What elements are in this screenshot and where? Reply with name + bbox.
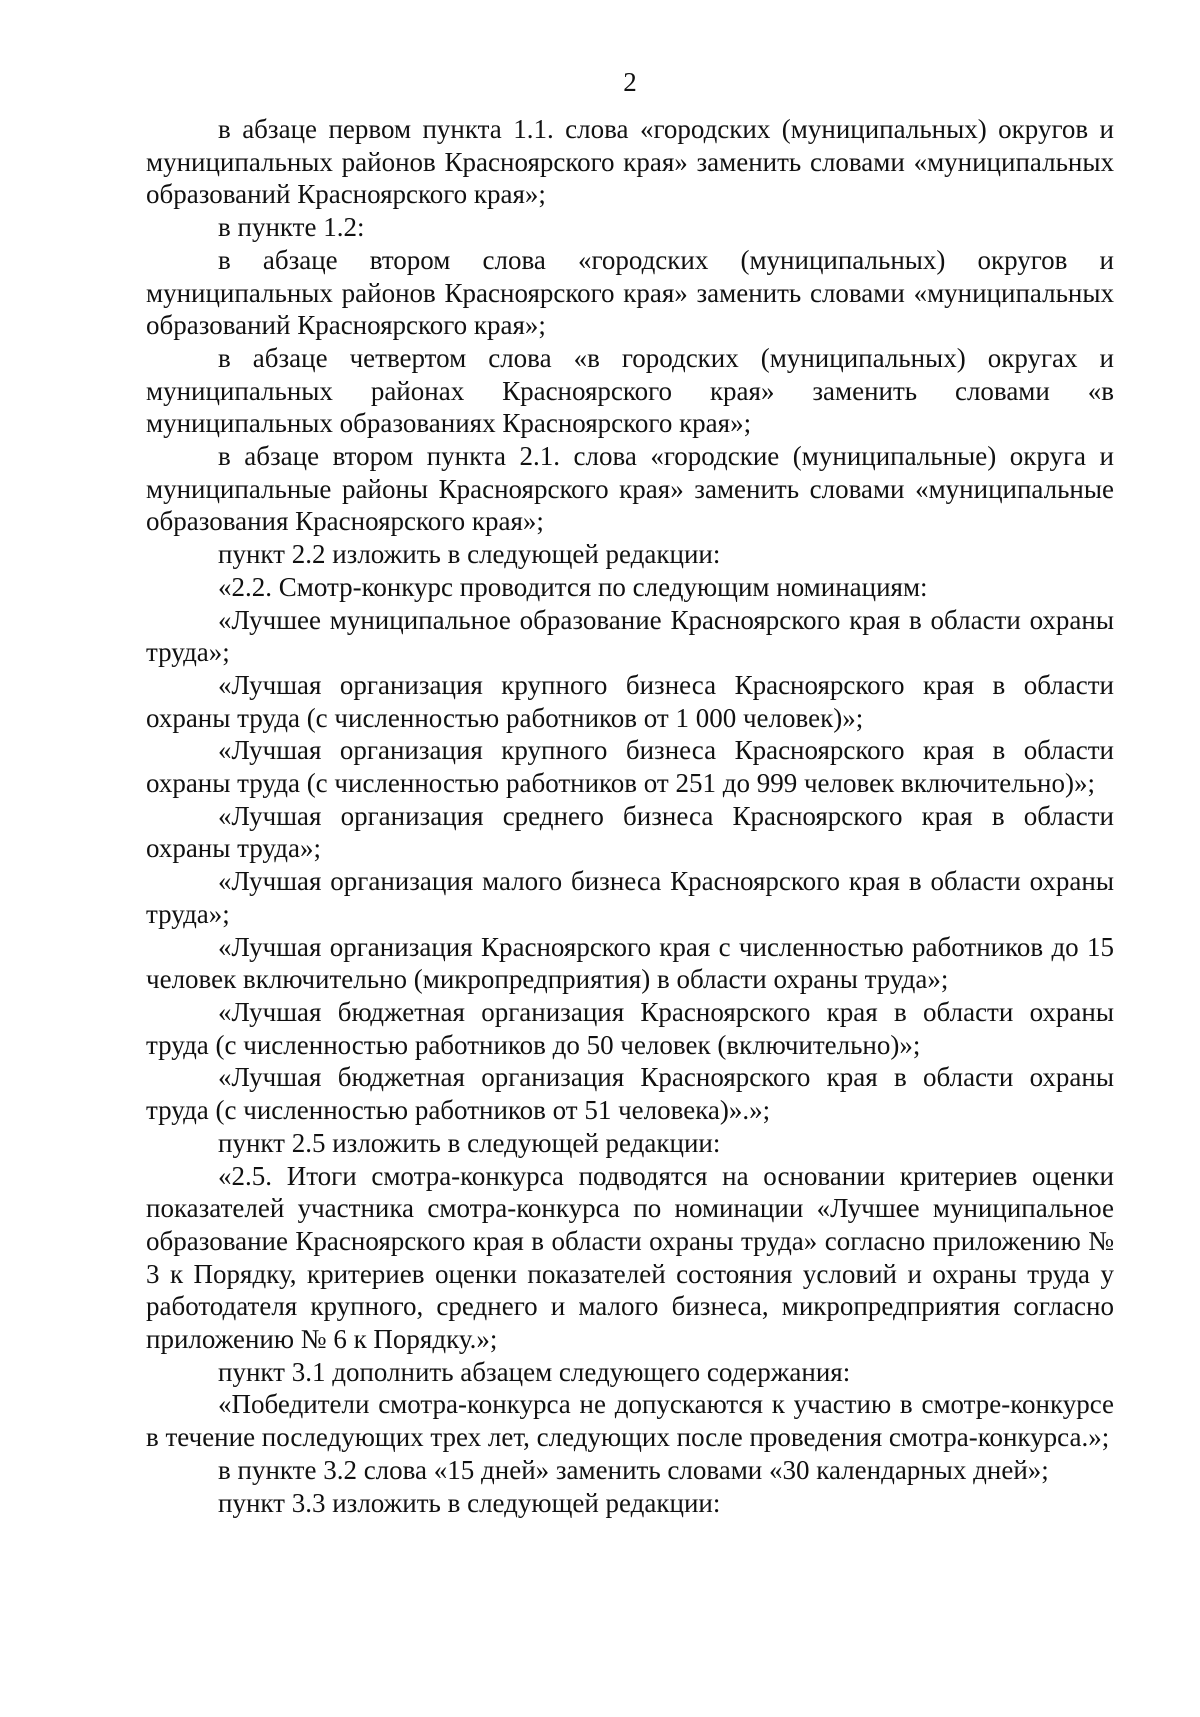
paragraph: пункт 3.1 дополнить абзацем следующего содержания:: [218, 1356, 851, 1387]
paragraph: «Победители смотра-конкурса не допускаются к участию в смотре-конкурсе в течение последующих трех лет, следующих после проведения смотра-конкурса.»;: [146, 1389, 1114, 1453]
page-number: 2: [623, 67, 637, 97]
paragraph: «Лучшая организация крупного бизнеса Красноярского края в области охраны труда (с численностью работников от 1 000 человек)»;: [146, 669, 1114, 733]
paragraph: в абзаце первом пункта 1.1. слова «городских (муниципальных) округов и муниципальных районов Красноярского края» заменить словами «муниципальных образований Красноярского края»;: [146, 114, 1114, 210]
document-body: [146, 113, 1114, 1519]
paragraph: в пункте 1.2:: [218, 212, 365, 243]
paragraph: в абзаце четвертом слова «в городских (муниципальных) округах и муниципальных районах Красноярского края» заменить словами «в муниципальных образованиях Красноярского края»;: [146, 342, 1114, 439]
paragraph: «Лучшая организация среднего бизнеса Красноярского края в области охраны труда»;: [146, 800, 1114, 864]
paragraph: «Лучшее муниципальное образование Красноярского края в области охраны труда»;: [146, 604, 1114, 668]
paragraph: «Лучшая бюджетная организация Красноярского края в области охраны труда (с численностью работников до 50 человек (включительно)»;: [146, 996, 1114, 1060]
paragraph: «Лучшая бюджетная организация Красноярского края в области охраны труда (с численностью работников от 51 человека)».»;: [146, 1062, 1114, 1126]
paragraph: «Лучшая организация малого бизнеса Красноярского края в области охраны труда»;: [146, 866, 1114, 929]
paragraph: в пункте 3.2 слова «15 дней» заменить словами «30 календарных дней»;: [218, 1454, 1049, 1485]
paragraph: пункт 3.3 изложить в следующей редакции:: [218, 1487, 721, 1518]
paragraph: «Лучшая организация крупного бизнеса Красноярского края в области охраны труда (с численностью работников от 251 до 999 человек включительно)»;: [146, 735, 1114, 799]
paragraph: в абзаце втором слова «городских (муниципальных) округов и муниципальных районов Красноярского края» заменить словами «муниципальных образований Красноярского края»;: [146, 244, 1114, 341]
paragraph: «Лучшая организация Красноярского края с численностью работников до 15 человек включительно (микропредприятия) в области охраны труда»;: [146, 931, 1114, 995]
paragraph: «2.2. Смотр-конкурс проводится по следующим номинациям:: [218, 571, 928, 602]
paragraph: в абзаце втором пункта 2.1. слова «городские (муниципальные) округа и муниципальные районы Красноярского края» заменить словами «муниципальные образования Красноярского края»;: [146, 441, 1114, 537]
paragraph: «2.5. Итоги смотра-конкурса подводятся на основании критериев оценки показателей участника смотра-конкурса по номинации «Лучшее муниципальное образование Красноярского края в области охраны труда» согласно приложению № 3 к Порядку, критериев оценки показателей состояния условий и охраны труда у работодателя крупного, среднего и малого бизнеса, микропредприятия согласно приложению № 6 к Порядку.»;: [146, 1160, 1114, 1355]
paragraph: пункт 2.5 изложить в следующей редакции:: [218, 1127, 721, 1158]
paragraph: пункт 2.2 изложить в следующей редакции:: [218, 539, 721, 570]
